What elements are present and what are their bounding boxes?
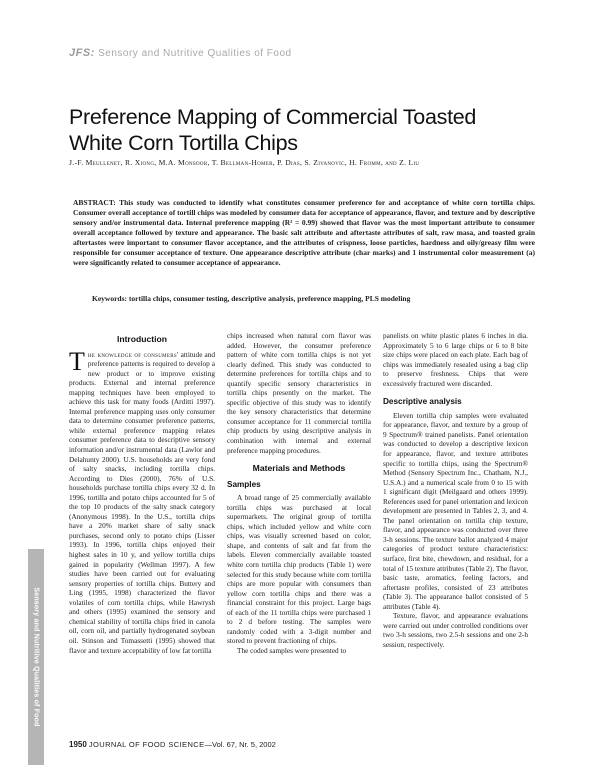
samples-paragraph-2: The coded samples were presented to xyxy=(237,645,347,655)
title-line-1: Preference Mapping of Commercial Toasted xyxy=(69,105,477,129)
article-title xyxy=(69,104,539,156)
journal-abbrev: JFS: xyxy=(69,47,95,59)
abstract-label: ABSTRACT: xyxy=(73,198,116,207)
keywords-text: tortilla chips, consumer testing, descriptive analysis, preference mapping, PLS modeling xyxy=(128,294,411,303)
keywords xyxy=(92,294,532,303)
intro-text-1: attitude and preference patterns is required to develop a new product or to improve existing products. External and internal preference mapping techniques have been employed to achieve this task for many foods (Arditti 1997). Internal preference mapping uses only consumer data to determine consumer preference patterns, while external preference mapping relates consumer preference data to descriptive sensory information and/or instrumental data (Lawlor and Delahunty 2000). U.S. households are very fond of salty snacks, including tortilla chips. According to Dies (2000), 76% of U.S. households purchase tortilla chips every 32 d. In 1996, tortilla and potato chips accounted for 5 of the top 10 products of the salty snack category (Anonymous 1998). In the U.S., tortilla chips have a 20% market share of salty snack purchases, second only to potato chips (Lisser 1993). In 1996, tortilla chips enjoyed their highest sales in 10 y, and yellow tortilla chips gained in popularity (Wellman 1997). A few studies have been carried out for evaluating sensory properties of tortilla chips. Buttery and Ling (1995, 1998) characterized the flavor volatiles of corn tortilla chips, while Hawrysh and others (1995) examined the sensory and chemical stability of tortilla chips fried in canola oil, corn oil, and partially hydrogenated soybean oil. Stinson and Tomassetti (1995) showed that flavor and texture acceptability of low fat tortilla xyxy=(69,349,215,655)
descriptive-paragraph-2: Texture, flavor, and appearance evaluations were carried out under controlled conditions over two 3-h sessions, two 2.5-h sessions and one 2-h session, respectively. xyxy=(383,611,528,649)
intro-lead: he knowledge of consumers' xyxy=(87,349,179,359)
title-line-2: White Corn Tortilla Chips xyxy=(69,131,298,155)
journal-issue: —Vol. 67, Nr. 5, 2002 xyxy=(204,740,276,749)
running-header xyxy=(69,47,292,59)
descriptive-paragraph-1: Eleven tortilla chip samples were evaluated for appearance, flavor, and texture by a group of 9 Spectrum® trained panelists. Panel orientation was conducted to develop a descriptive lexicon for appearance, flavor, and texture attributes specific to tortilla chips, using the Spectrum® Method (Sensory Spectrum Inc., Chatham, N.J., U.S.A.) and a numerical scale from 0 to 15 with 1 significant digit (Meilgaard and others 1999). References used for panel orientation and lexicon development are presented in Tables 2, 3, and 4. The panel orientation on tortilla chip texture, flavor, and appearance was conducted over three 3-h sessions. The texture ballot analyzed 4 major categories of product texture characteristics: surface, first bite, chewdown, and residual, for a total of 15 texture attributes (Table 2). The flavor, basic taste, aromatics, feeling factors, and aftertaste profiles, consisted of 23 attributes (Table 3). The appearance ballot consisted of 5 attributes (Table 4). xyxy=(383,410,528,611)
author-list: J.-F. Meullenet, R. Xiong, M.A. Monsoor, T. Bellman-Homer, P. Dias, S. Zivanovic, H. Fromm, and Z. Liu xyxy=(69,158,420,167)
samples-paragraph-2-cont: panelists on white plastic plates 6 inches in dia. Approximately 5 to 6 large chips or 6 to 8 bite size chips were placed on each plate. Each bag of chips was immediately resealed using a bag clip to preserve freshness. Chips that were excessively fractured were discarded. xyxy=(383,331,528,388)
column-3 xyxy=(383,331,528,650)
descriptive-analysis-heading: Descriptive analysis xyxy=(383,397,462,407)
column-1 xyxy=(69,331,215,655)
drop-cap: T xyxy=(69,346,85,376)
abstract xyxy=(73,198,535,268)
intro-paragraph-1 xyxy=(69,346,215,656)
page-number: 1950 xyxy=(69,740,87,749)
page-footer xyxy=(69,740,276,749)
samples-heading: Samples xyxy=(227,479,261,489)
column-2 xyxy=(227,331,371,656)
intro-paragraph-2: chips increased when natural corn flavor was added. However, the consumer preference pattern of white corn tortilla chips is not yet clearly defined. This study was conducted to determine preferences for tortilla chips and to quantify specific sensory characteristics in tortilla chips presently on the market. The specific objective of this study was to identify the key sensory characteristics that determine consumer acceptance for 11 commercial tortilla chip products by using descriptive analysis in combination with internal and external preference mapping procedures. xyxy=(227,331,371,455)
introduction-heading: Introduction xyxy=(116,334,168,344)
keywords-label: Keywords: xyxy=(92,294,127,303)
journal-name: JOURNAL OF FOOD SCIENCE xyxy=(88,740,205,749)
section-name: Sensory and Nutritive Qualities of Food xyxy=(98,48,292,59)
samples-paragraph-1: A broad range of 25 commercially available tortilla chips was purchased at local supermarkets. The original group of tortilla chips, which included yellow and white corn chips, was visually screened based on color, shape, and contents of salt and fat from the labels. Eleven commercially available toasted white corn tortilla chip products (Table 1) were selected for this study because white corn tortilla chips are more popular with consumers than yellow corn tortilla chips and there was a financial constraint for this project. Large bags of each of the 11 tortilla chips were purchased 1 to 2 d before testing. The samples were randomly coded with a 3-digit number and stored to prevent fractioning of chips. xyxy=(227,493,371,646)
abstract-text: This study was conducted to identify what constitutes consumer preference for and acceptance of white corn tortilla chips. Consumer overall acceptance of tortill chips was modeled by consumer data for acceptance of appearance, flavor, and texture and by descriptive sensory and/or instrumental data. Internal preference mapping (R² = 0.99) showed that flavor was the most important attribute to consumer overall acceptance followed by texture and appearance. The basic salt attribute and aftertaste attributes of salt, raw masa, and toasted grain aftertastes were important to consumer flavor acceptance, and the attributes of crispness, loose particles, hardness and oily/greasy film were responsible for consumer acceptance of texture. One appearance descriptive attribute (char marks) and 1 instrumental color measurement (a) were significantly related to consumer acceptance of appearance. xyxy=(73,198,535,267)
sidebar-label: Sensory and Nutritive Qualities of Food xyxy=(32,587,40,727)
methods-heading: Materials and Methods xyxy=(252,463,346,474)
